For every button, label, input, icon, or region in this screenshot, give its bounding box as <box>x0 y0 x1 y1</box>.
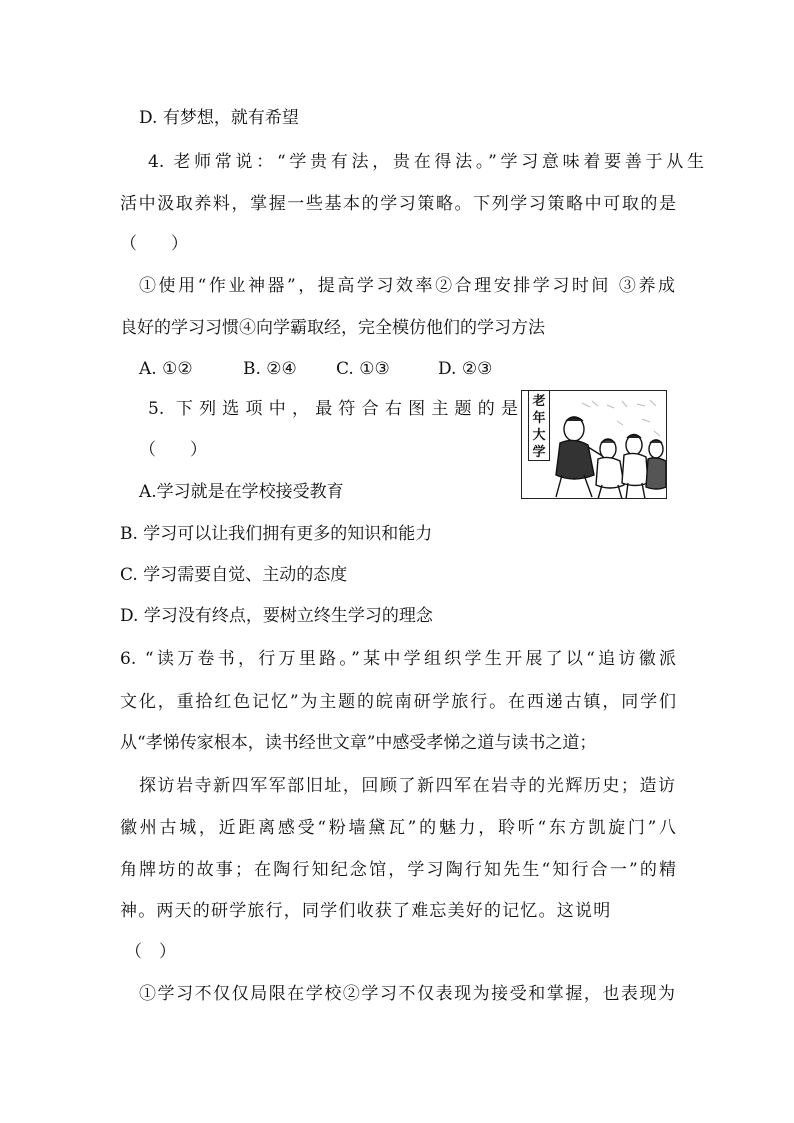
question-4-option-b: B. ②④ <box>243 359 297 379</box>
question-5-option-a: A.学习就是在学校接受教育 <box>139 482 344 502</box>
question-6-text-line-6: 角牌坊的故事；在陶行知纪念馆，学习陶行知先生“知行合一”的精 <box>120 860 676 880</box>
option-d-previous: D. 有梦想，就有希望 <box>139 108 299 128</box>
question-6-text-line-3: 从“孝悌传家根本，读书经世文章”中感受孝悌之道与读书之道； <box>120 733 597 753</box>
elderly-university-cartoon <box>521 390 667 499</box>
question-4-statements-line-1: ①使用“作业神器”，提高学习效率②合理安排学习时间 ③养成 <box>139 276 675 296</box>
question-6-text-line-4: 探访岩寺新四军军部旧址，回顾了新四军在岩寺的光辉历史；造访 <box>139 776 675 796</box>
question-5-option-b: B. 学习可以让我们拥有更多的知识和能力 <box>120 524 433 544</box>
question-4-statements-line-2: 良好的学习习惯④向学霸取经，完全模仿他们的学习方法 <box>120 318 545 338</box>
question-4-option-c: C. ①③ <box>336 359 390 379</box>
question-5-answer-bracket: （ ） <box>139 440 207 460</box>
question-4-text-line-2: 活中汲取养料，掌握一些基本的学习策略。下列学习策略中可取的是 <box>120 194 676 214</box>
question-5-option-d: D. 学习没有终点，要树立终生学习的理念 <box>120 606 433 626</box>
question-6-text-line-7: 神。两天的研学旅行，同学们收获了难忘美好的记忆。这说明 <box>120 901 612 921</box>
question-6-text-line-5: 徽州古城，近距离感受“粉墙黛瓦”的魅力，聆听“东方凯旋门”八 <box>120 818 676 838</box>
question-4-option-d: D. ②③ <box>438 359 493 379</box>
question-6-text-line-2: 文化，重拾红色记忆”为主题的皖南研学旅行。在西递古镇，同学们 <box>120 692 676 712</box>
question-6-statements-line-1: ①学习不仅仅局限在学校②学习不仅表现为接受和掌握，也表现为 <box>139 984 675 1004</box>
cartoon-drawing <box>522 391 667 499</box>
question-4-option-a: A. ①② <box>139 359 193 379</box>
question-4-answer-bracket: （ ） <box>120 234 188 254</box>
question-5-text-line-1: 5. 下列选项中，最符合右图主题的是 <box>148 399 518 419</box>
question-4-text-line-1: 4. 老师常说：“学贵有法，贵在得法。”学习意味着要善于从生 <box>148 152 704 172</box>
question-5-option-c: C. 学习需要自觉、主动的态度 <box>120 565 348 585</box>
question-6-text-line-1: 6. “读万卷书，行万里路。”某中学组织学生开展了以“追访徽派 <box>120 649 676 669</box>
question-6-answer-bracket: （ ） <box>125 942 176 962</box>
cartoon-banner: 老 年 大 学 <box>528 391 550 461</box>
